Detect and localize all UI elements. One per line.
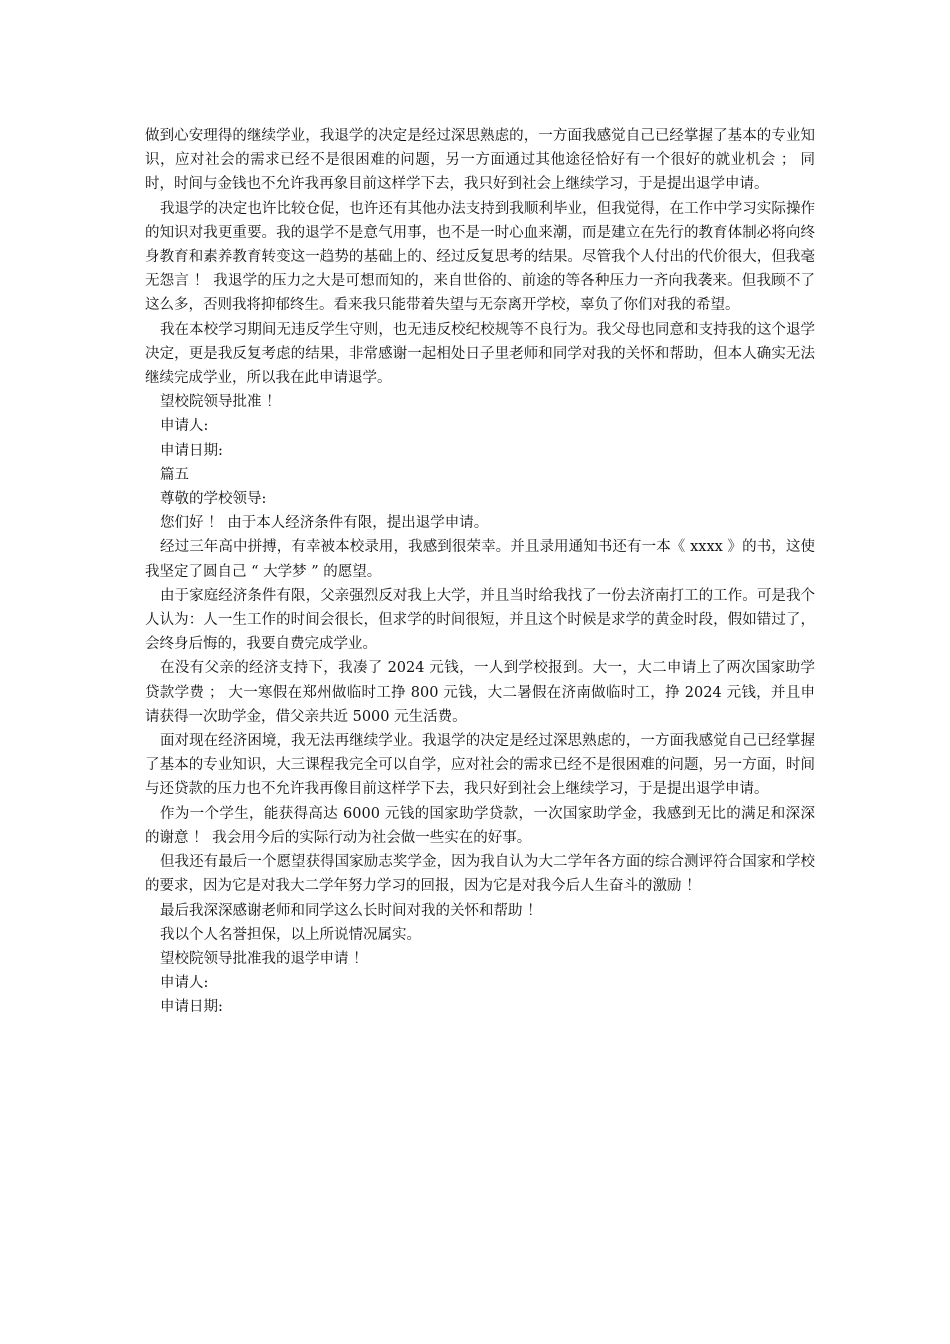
date-label: 申请日期: [160, 999, 223, 1016]
paragraph: 在没有父亲的经济支持下，我凑了 2024 元钱，一人到学校报到。大一，大二申请上了两次国家助学贷款学费 ； 大一寒假在郑州做临时工挣 800 元钱，大二暑假在济南做临时工，挣 2024 元钱，并且申请获得一次助学金，借父亲共近 5000 元生活费。 [145, 660, 815, 725]
applicant-label: 申请人: [160, 418, 209, 435]
request-line: 望校院领导批准 ！ [160, 394, 281, 411]
paragraph: 但我还有最后一个愿望获得国家励志奖学金，因为我自认为大二学年各方面的综合测评符合国家和学校的要求，因为它是对我大二学年努力学习的回报，因为它是对我今后人生奋斗的激励 ！ [145, 854, 815, 895]
paragraph: 作为一个学生，能获得高达 6000 元钱的国家助学贷款，一次国家助学金，我感到无比的满足和深深的谢意 ！ 我会用今后的实际行动为社会做一些实在的好事。 [145, 805, 815, 846]
paragraph: 经过三年高中拼搏，有幸被本校录用，我感到很荣幸。并且录用通知书还有一本《 xxxx 》的书，这使我坚定了圆自己 “ 大学梦 ” 的愿望。 [145, 539, 815, 580]
paragraph: 由于家庭经济条件有限，父亲强烈反对我上大学，并且当时给我找了一份去济南打工的工作。可是我个人认为：人一生工作的时间会很长，但求学的时间很短，并且这个时候是求学的黄金时段，假如错过了，会终身后悔的，我要自费完成学业。 [145, 587, 815, 653]
salutation: 尊敬的学校领导: [160, 491, 267, 508]
paragraph: 我在本校学习期间无违反学生守则，也无违反校纪校规等不良行为。我父母也同意和支持我的这个退学决定，更是我反复考虑的结果，非常感谢一起相处日子里老师和同学对我的关怀和帮助，但本人确实无法继续完成学业，所以我在此申请退学。 [145, 321, 815, 387]
paragraph-continuation: 做到心安理得的继续学业，我退学的决定是经过深思熟虑的，一方面我感觉自己已经掌握了基本的专业知识，应对社会的需求已经不是很困难的问题，另一方面通过其他途径恰好有一个很好的就业机会 ； 同时，时间与金钱也不允许我再象目前这样学下去，我只好到社会上继续学习，于是提出退学申请。 [145, 128, 815, 193]
greeting: 您们好 ！ 由于本人经济条件有限，提出退学申请。 [160, 515, 489, 532]
paragraph: 我以个人名誉担保，以上所说情况属实。 [160, 926, 421, 943]
applicant-label: 申请人: [160, 975, 209, 992]
section-heading: 篇五 [160, 466, 189, 483]
paragraph: 面对现在经济困境，我无法再继续学业。我退学的决定是经过深思熟虑的，一方面我感觉自己已经掌握了基本的专业知识，大三课程我完全可以自学，应对社会的需求已经不是很困难的问题，另一方面，时间与还贷款的压力也不允许我再像目前这样学下去，我只好到社会上继续学习，于是提出退学申请。 [145, 733, 815, 798]
paragraph: 我退学的决定也许比较仓促，也许还有其他办法支持到我顺利毕业，但我觉得，在工作中学习实际操作的知识对我更重要。我的退学不是意气用事，也不是一时心血来潮，而是建立在先行的教育体制必将向终身教育和素养教育转变这一趋势的基础上的、经过反复思考的结果。尽管我个人付出的代价很大，但我毫无怨言 ！ 我退学的压力之大是可想而知的，来自世俗的、前途的等各种压力一齐向我袭来。但我顾不了这么多，否则我将抑郁终生。看来我只能带着失望与无奈离开学校，辜负了你们对我的希望。 [145, 200, 815, 314]
request-line: 望校院领导批准我的退学申请 ！ [160, 950, 368, 967]
date-label: 申请日期: [160, 442, 223, 459]
document-body [145, 124, 815, 1020]
paragraph: 最后我深深感谢老师和同学这么长时间对我的关怀和帮助 ！ [160, 902, 542, 919]
